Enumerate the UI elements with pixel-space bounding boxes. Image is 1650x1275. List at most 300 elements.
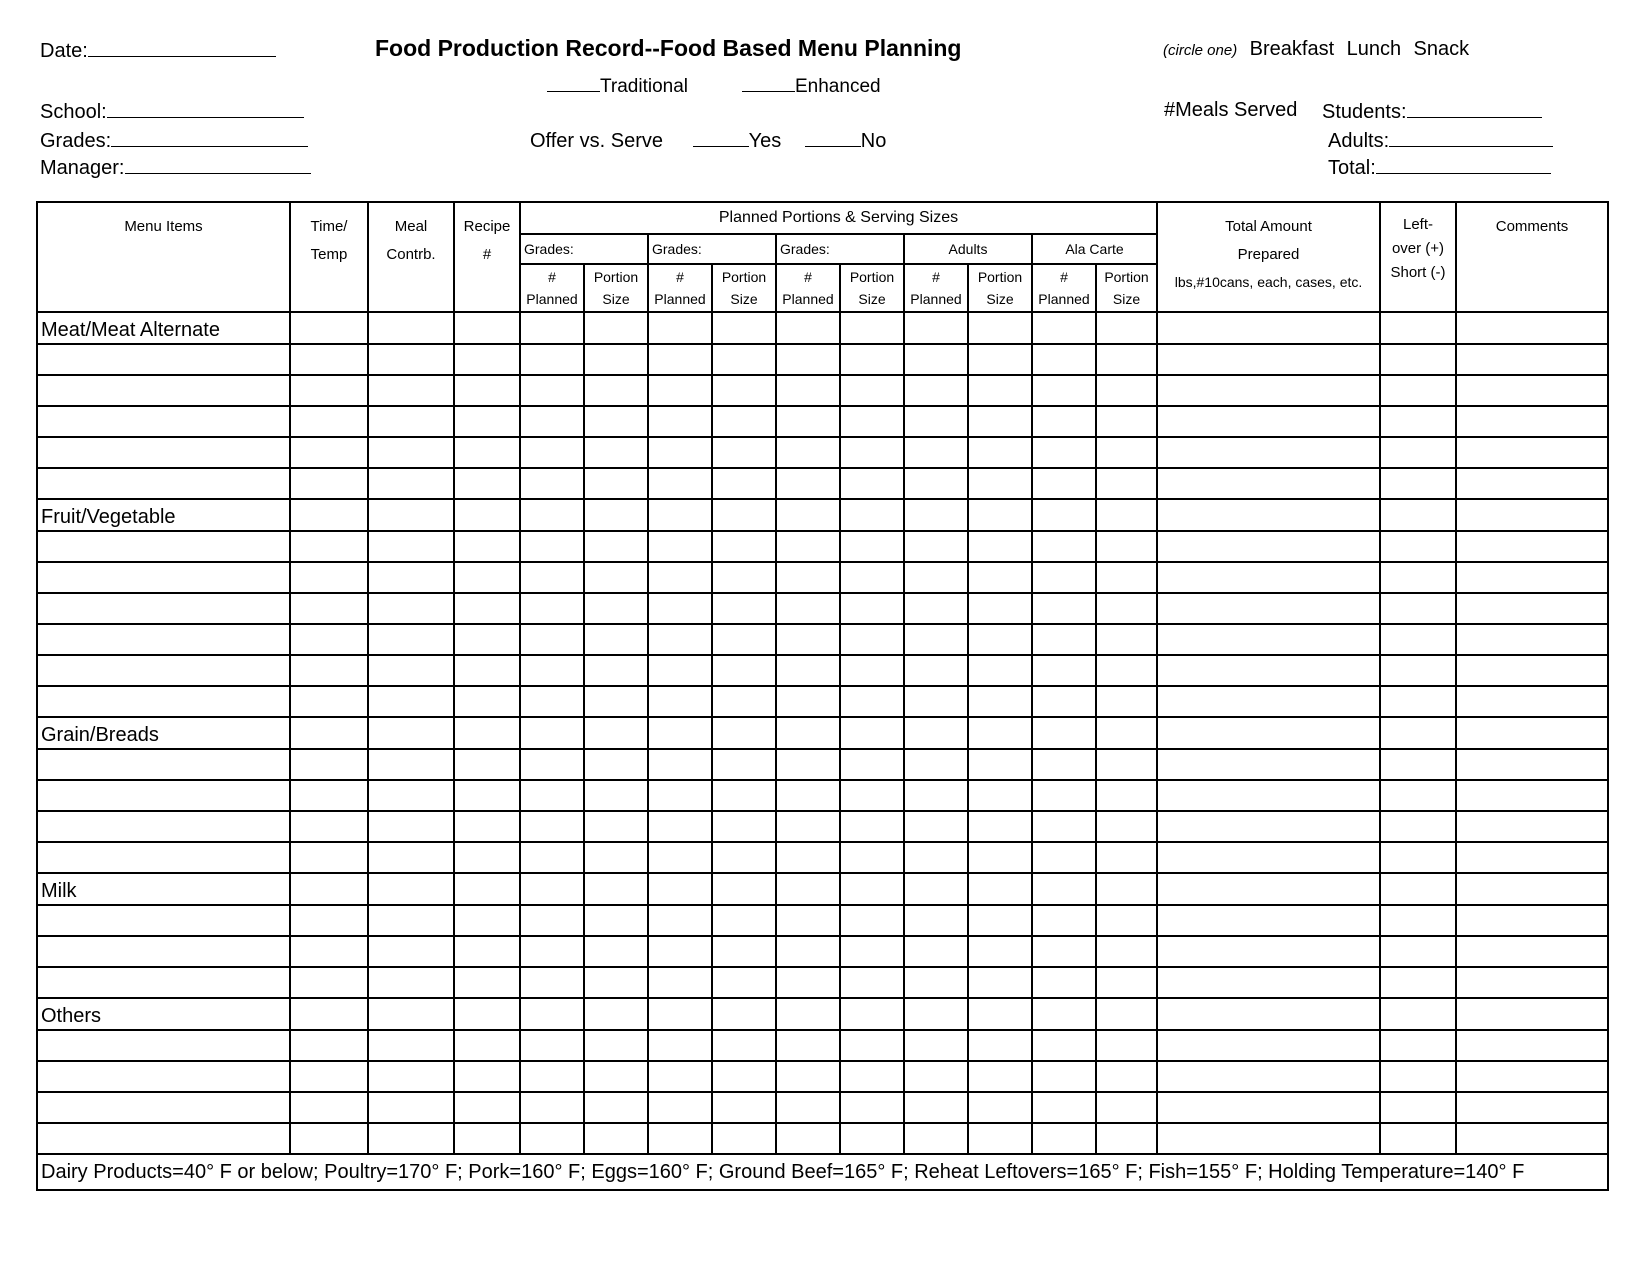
table-cell[interactable] — [368, 717, 454, 749]
table-cell[interactable] — [648, 749, 712, 780]
table-cell[interactable] — [904, 624, 968, 655]
table-cell[interactable] — [712, 873, 776, 905]
table-cell[interactable] — [290, 655, 368, 686]
table-cell[interactable] — [290, 1061, 368, 1092]
table-cell[interactable] — [290, 468, 368, 499]
menu-item-cell[interactable] — [37, 437, 290, 468]
table-cell[interactable] — [368, 624, 454, 655]
table-cell[interactable] — [1032, 655, 1096, 686]
table-cell[interactable] — [1157, 468, 1380, 499]
table-cell[interactable] — [1096, 686, 1157, 717]
table-cell[interactable] — [290, 624, 368, 655]
table-cell[interactable] — [776, 406, 840, 437]
table-cell[interactable] — [904, 562, 968, 593]
table-cell[interactable] — [776, 936, 840, 967]
table-cell[interactable] — [290, 842, 368, 873]
table-cell[interactable] — [712, 655, 776, 686]
table-cell[interactable] — [968, 562, 1032, 593]
table-cell[interactable] — [368, 1030, 454, 1061]
table-cell[interactable] — [712, 531, 776, 562]
table-cell[interactable] — [454, 593, 520, 624]
table-cell[interactable] — [1456, 1030, 1608, 1061]
table-cell[interactable] — [1380, 1092, 1456, 1123]
table-cell[interactable] — [840, 686, 904, 717]
table-cell[interactable] — [1096, 967, 1157, 998]
table-cell[interactable] — [1456, 499, 1608, 531]
table-cell[interactable] — [1380, 593, 1456, 624]
table-cell[interactable] — [290, 967, 368, 998]
table-cell[interactable] — [290, 780, 368, 811]
table-cell[interactable] — [1456, 998, 1608, 1030]
table-cell[interactable] — [648, 312, 712, 344]
school-input[interactable] — [107, 99, 304, 118]
table-cell[interactable] — [648, 717, 712, 749]
table-cell[interactable] — [1032, 593, 1096, 624]
menu-item-cell[interactable] — [37, 655, 290, 686]
table-cell[interactable] — [1157, 905, 1380, 936]
table-cell[interactable] — [454, 1030, 520, 1061]
table-cell[interactable] — [1456, 468, 1608, 499]
table-cell[interactable] — [520, 655, 584, 686]
enhanced-option[interactable] — [742, 73, 881, 98]
table-cell[interactable] — [454, 375, 520, 406]
table-cell[interactable] — [1032, 1123, 1096, 1154]
table-cell[interactable] — [290, 344, 368, 375]
table-cell[interactable] — [1157, 312, 1380, 344]
table-cell[interactable] — [584, 375, 648, 406]
table-cell[interactable] — [454, 842, 520, 873]
table-cell[interactable] — [776, 967, 840, 998]
table-cell[interactable] — [584, 344, 648, 375]
table-cell[interactable] — [1157, 437, 1380, 468]
table-cell[interactable] — [840, 562, 904, 593]
menu-item-cell[interactable] — [37, 531, 290, 562]
table-cell[interactable] — [520, 624, 584, 655]
table-cell[interactable] — [1157, 686, 1380, 717]
table-cell[interactable] — [1096, 749, 1157, 780]
table-cell[interactable] — [1456, 406, 1608, 437]
table-cell[interactable] — [520, 749, 584, 780]
table-cell[interactable] — [712, 1030, 776, 1061]
table-cell[interactable] — [368, 344, 454, 375]
menu-item-cell[interactable] — [37, 1061, 290, 1092]
table-cell[interactable] — [648, 344, 712, 375]
table-cell[interactable] — [520, 717, 584, 749]
table-cell[interactable] — [454, 344, 520, 375]
table-cell[interactable] — [1456, 624, 1608, 655]
table-cell[interactable] — [584, 531, 648, 562]
table-cell[interactable] — [968, 437, 1032, 468]
table-cell[interactable] — [368, 686, 454, 717]
table-cell[interactable] — [648, 811, 712, 842]
table-cell[interactable] — [520, 344, 584, 375]
table-cell[interactable] — [840, 655, 904, 686]
table-cell[interactable] — [840, 437, 904, 468]
traditional-option[interactable] — [547, 73, 688, 98]
table-cell[interactable] — [840, 312, 904, 344]
table-cell[interactable] — [904, 593, 968, 624]
menu-item-cell[interactable] — [37, 1123, 290, 1154]
table-cell[interactable] — [454, 873, 520, 905]
table-cell[interactable] — [520, 967, 584, 998]
table-cell[interactable] — [520, 998, 584, 1030]
table-cell[interactable] — [840, 344, 904, 375]
table-cell[interactable] — [454, 686, 520, 717]
table-cell[interactable] — [1032, 936, 1096, 967]
table-cell[interactable] — [648, 499, 712, 531]
table-cell[interactable] — [904, 468, 968, 499]
table-cell[interactable] — [1096, 655, 1157, 686]
table-cell[interactable] — [968, 1030, 1032, 1061]
table-cell[interactable] — [584, 749, 648, 780]
table-cell[interactable] — [840, 406, 904, 437]
table-cell[interactable] — [840, 1123, 904, 1154]
table-cell[interactable] — [290, 936, 368, 967]
table-cell[interactable] — [1096, 344, 1157, 375]
table-cell[interactable] — [968, 312, 1032, 344]
table-cell[interactable] — [368, 655, 454, 686]
table-cell[interactable] — [1032, 686, 1096, 717]
traditional-input[interactable] — [547, 73, 600, 92]
table-cell[interactable] — [290, 717, 368, 749]
table-cell[interactable] — [904, 873, 968, 905]
table-cell[interactable] — [454, 531, 520, 562]
table-cell[interactable] — [1456, 749, 1608, 780]
table-cell[interactable] — [584, 780, 648, 811]
table-cell[interactable] — [1380, 842, 1456, 873]
table-cell[interactable] — [1032, 437, 1096, 468]
table-cell[interactable] — [1380, 811, 1456, 842]
table-cell[interactable] — [1157, 344, 1380, 375]
table-cell[interactable] — [776, 717, 840, 749]
table-cell[interactable] — [648, 624, 712, 655]
table-cell[interactable] — [1032, 905, 1096, 936]
table-cell[interactable] — [840, 780, 904, 811]
table-cell[interactable] — [584, 312, 648, 344]
table-cell[interactable] — [290, 437, 368, 468]
table-cell[interactable] — [904, 655, 968, 686]
table-cell[interactable] — [968, 780, 1032, 811]
table-cell[interactable] — [904, 998, 968, 1030]
table-cell[interactable] — [520, 499, 584, 531]
table-cell[interactable] — [1032, 998, 1096, 1030]
table-cell[interactable] — [584, 1123, 648, 1154]
table-cell[interactable] — [840, 967, 904, 998]
table-cell[interactable] — [290, 686, 368, 717]
table-cell[interactable] — [1456, 905, 1608, 936]
table-cell[interactable] — [648, 873, 712, 905]
table-cell[interactable] — [904, 842, 968, 873]
table-cell[interactable] — [368, 998, 454, 1030]
menu-item-cell[interactable] — [37, 406, 290, 437]
table-cell[interactable] — [368, 1123, 454, 1154]
table-cell[interactable] — [904, 717, 968, 749]
table-cell[interactable] — [776, 749, 840, 780]
table-cell[interactable] — [1096, 531, 1157, 562]
table-cell[interactable] — [1157, 1123, 1380, 1154]
table-cell[interactable] — [1096, 1061, 1157, 1092]
table-cell[interactable] — [840, 499, 904, 531]
table-cell[interactable] — [776, 437, 840, 468]
menu-item-cell[interactable] — [37, 967, 290, 998]
table-cell[interactable] — [290, 1092, 368, 1123]
table-cell[interactable] — [968, 375, 1032, 406]
table-cell[interactable] — [1456, 967, 1608, 998]
no-input[interactable] — [805, 128, 861, 147]
table-cell[interactable] — [648, 936, 712, 967]
table-cell[interactable] — [712, 468, 776, 499]
table-cell[interactable] — [454, 1123, 520, 1154]
enhanced-input[interactable] — [742, 73, 795, 92]
menu-item-cell[interactable] — [37, 1092, 290, 1123]
manager-input[interactable] — [125, 155, 311, 174]
table-cell[interactable] — [712, 905, 776, 936]
table-cell[interactable] — [1096, 1092, 1157, 1123]
table-cell[interactable] — [454, 312, 520, 344]
table-cell[interactable] — [368, 811, 454, 842]
table-cell[interactable] — [454, 406, 520, 437]
grades-input[interactable] — [111, 128, 308, 147]
table-cell[interactable] — [776, 312, 840, 344]
table-cell[interactable] — [648, 468, 712, 499]
table-cell[interactable] — [776, 1030, 840, 1061]
table-cell[interactable] — [968, 967, 1032, 998]
table-cell[interactable] — [1456, 686, 1608, 717]
table-cell[interactable] — [1096, 998, 1157, 1030]
table-cell[interactable] — [584, 842, 648, 873]
table-cell[interactable] — [1380, 406, 1456, 437]
table-cell[interactable] — [520, 1092, 584, 1123]
table-cell[interactable] — [520, 1061, 584, 1092]
table-cell[interactable] — [648, 375, 712, 406]
table-cell[interactable] — [290, 593, 368, 624]
table-cell[interactable] — [454, 1061, 520, 1092]
table-cell[interactable] — [904, 375, 968, 406]
table-cell[interactable] — [368, 842, 454, 873]
table-cell[interactable] — [368, 531, 454, 562]
table-cell[interactable] — [290, 1123, 368, 1154]
menu-item-cell[interactable] — [37, 562, 290, 593]
table-cell[interactable] — [1380, 375, 1456, 406]
table-cell[interactable] — [1456, 1061, 1608, 1092]
table-cell[interactable] — [584, 1061, 648, 1092]
table-cell[interactable] — [1157, 593, 1380, 624]
table-cell[interactable] — [904, 344, 968, 375]
table-cell[interactable] — [1380, 780, 1456, 811]
table-cell[interactable] — [1096, 1030, 1157, 1061]
table-cell[interactable] — [1096, 811, 1157, 842]
table-cell[interactable] — [712, 749, 776, 780]
meal-option-lunch[interactable]: Lunch — [1346, 38, 1402, 60]
table-cell[interactable] — [776, 562, 840, 593]
table-cell[interactable] — [648, 1092, 712, 1123]
table-cell[interactable] — [648, 1030, 712, 1061]
table-cell[interactable] — [968, 593, 1032, 624]
table-cell[interactable] — [968, 531, 1032, 562]
table-cell[interactable] — [368, 312, 454, 344]
table-cell[interactable] — [1380, 531, 1456, 562]
table-cell[interactable] — [1032, 717, 1096, 749]
table-cell[interactable] — [1096, 717, 1157, 749]
table-cell[interactable] — [1032, 468, 1096, 499]
table-cell[interactable] — [1380, 873, 1456, 905]
table-cell[interactable] — [584, 811, 648, 842]
table-cell[interactable] — [776, 905, 840, 936]
table-cell[interactable] — [1157, 873, 1380, 905]
table-cell[interactable] — [1032, 873, 1096, 905]
table-cell[interactable] — [1380, 686, 1456, 717]
table-cell[interactable] — [904, 1092, 968, 1123]
table-cell[interactable] — [1032, 531, 1096, 562]
table-cell[interactable] — [1380, 468, 1456, 499]
table-cell[interactable] — [520, 468, 584, 499]
table-cell[interactable] — [290, 312, 368, 344]
table-cell[interactable] — [1096, 375, 1157, 406]
table-cell[interactable] — [776, 1123, 840, 1154]
menu-item-cell[interactable] — [37, 905, 290, 936]
table-cell[interactable] — [712, 593, 776, 624]
table-cell[interactable] — [1096, 593, 1157, 624]
table-cell[interactable] — [454, 437, 520, 468]
table-cell[interactable] — [368, 873, 454, 905]
table-cell[interactable] — [968, 998, 1032, 1030]
table-cell[interactable] — [584, 499, 648, 531]
menu-item-cell[interactable] — [37, 344, 290, 375]
table-cell[interactable] — [1380, 998, 1456, 1030]
table-cell[interactable] — [1032, 811, 1096, 842]
table-cell[interactable] — [840, 468, 904, 499]
table-cell[interactable] — [776, 1092, 840, 1123]
table-cell[interactable] — [520, 842, 584, 873]
table-cell[interactable] — [290, 905, 368, 936]
table-cell[interactable] — [904, 780, 968, 811]
table-cell[interactable] — [840, 717, 904, 749]
table-cell[interactable] — [290, 1030, 368, 1061]
table-cell[interactable] — [584, 967, 648, 998]
table-cell[interactable] — [1032, 1061, 1096, 1092]
table-cell[interactable] — [1380, 936, 1456, 967]
table-cell[interactable] — [840, 811, 904, 842]
table-cell[interactable] — [712, 406, 776, 437]
table-cell[interactable] — [712, 562, 776, 593]
table-cell[interactable] — [290, 811, 368, 842]
table-cell[interactable] — [1380, 344, 1456, 375]
table-cell[interactable] — [1456, 531, 1608, 562]
table-cell[interactable] — [840, 842, 904, 873]
table-cell[interactable] — [584, 468, 648, 499]
table-cell[interactable] — [712, 437, 776, 468]
table-cell[interactable] — [290, 499, 368, 531]
table-cell[interactable] — [776, 811, 840, 842]
menu-item-cell[interactable] — [37, 749, 290, 780]
table-cell[interactable] — [1157, 967, 1380, 998]
table-cell[interactable] — [648, 531, 712, 562]
table-cell[interactable] — [776, 655, 840, 686]
table-cell[interactable] — [368, 936, 454, 967]
table-cell[interactable] — [1032, 749, 1096, 780]
table-cell[interactable] — [1380, 499, 1456, 531]
table-cell[interactable] — [648, 593, 712, 624]
table-cell[interactable] — [1032, 499, 1096, 531]
table-cell[interactable] — [520, 1123, 584, 1154]
table-cell[interactable] — [904, 1061, 968, 1092]
table-cell[interactable] — [1096, 1123, 1157, 1154]
table-cell[interactable] — [368, 562, 454, 593]
table-cell[interactable] — [454, 468, 520, 499]
table-cell[interactable] — [584, 593, 648, 624]
table-cell[interactable] — [968, 936, 1032, 967]
table-cell[interactable] — [712, 1061, 776, 1092]
table-cell[interactable] — [1456, 593, 1608, 624]
table-cell[interactable] — [1456, 1123, 1608, 1154]
table-cell[interactable] — [712, 499, 776, 531]
table-cell[interactable] — [648, 967, 712, 998]
table-cell[interactable] — [1456, 344, 1608, 375]
table-cell[interactable] — [968, 655, 1032, 686]
table-cell[interactable] — [648, 562, 712, 593]
table-cell[interactable] — [520, 686, 584, 717]
table-cell[interactable] — [290, 531, 368, 562]
table-cell[interactable] — [968, 1123, 1032, 1154]
table-cell[interactable] — [520, 780, 584, 811]
table-cell[interactable] — [648, 998, 712, 1030]
table-cell[interactable] — [1032, 624, 1096, 655]
table-cell[interactable] — [1380, 1123, 1456, 1154]
table-cell[interactable] — [1157, 998, 1380, 1030]
table-cell[interactable] — [712, 686, 776, 717]
table-cell[interactable] — [454, 905, 520, 936]
table-cell[interactable] — [1032, 312, 1096, 344]
table-cell[interactable] — [290, 873, 368, 905]
table-cell[interactable] — [968, 873, 1032, 905]
table-cell[interactable] — [1157, 406, 1380, 437]
table-cell[interactable] — [904, 437, 968, 468]
table-cell[interactable] — [904, 531, 968, 562]
table-cell[interactable] — [520, 811, 584, 842]
table-cell[interactable] — [648, 655, 712, 686]
table-cell[interactable] — [454, 624, 520, 655]
table-cell[interactable] — [1096, 312, 1157, 344]
table-cell[interactable] — [904, 967, 968, 998]
table-cell[interactable] — [454, 499, 520, 531]
table-cell[interactable] — [1157, 780, 1380, 811]
table-cell[interactable] — [904, 312, 968, 344]
table-cell[interactable] — [840, 1030, 904, 1061]
table-cell[interactable] — [904, 499, 968, 531]
table-cell[interactable] — [968, 406, 1032, 437]
table-cell[interactable] — [520, 1030, 584, 1061]
table-cell[interactable] — [1157, 531, 1380, 562]
date-input[interactable] — [88, 38, 276, 57]
table-cell[interactable] — [368, 780, 454, 811]
table-cell[interactable] — [968, 1061, 1032, 1092]
table-cell[interactable] — [454, 562, 520, 593]
table-cell[interactable] — [368, 593, 454, 624]
table-cell[interactable] — [520, 437, 584, 468]
table-cell[interactable] — [904, 406, 968, 437]
menu-item-cell[interactable] — [37, 468, 290, 499]
table-cell[interactable] — [1456, 780, 1608, 811]
table-cell[interactable] — [584, 905, 648, 936]
table-cell[interactable] — [368, 749, 454, 780]
table-cell[interactable] — [368, 1092, 454, 1123]
table-cell[interactable] — [712, 998, 776, 1030]
table-cell[interactable] — [904, 1123, 968, 1154]
table-cell[interactable] — [1157, 717, 1380, 749]
table-cell[interactable] — [712, 842, 776, 873]
table-cell[interactable] — [1096, 437, 1157, 468]
table-cell[interactable] — [776, 686, 840, 717]
